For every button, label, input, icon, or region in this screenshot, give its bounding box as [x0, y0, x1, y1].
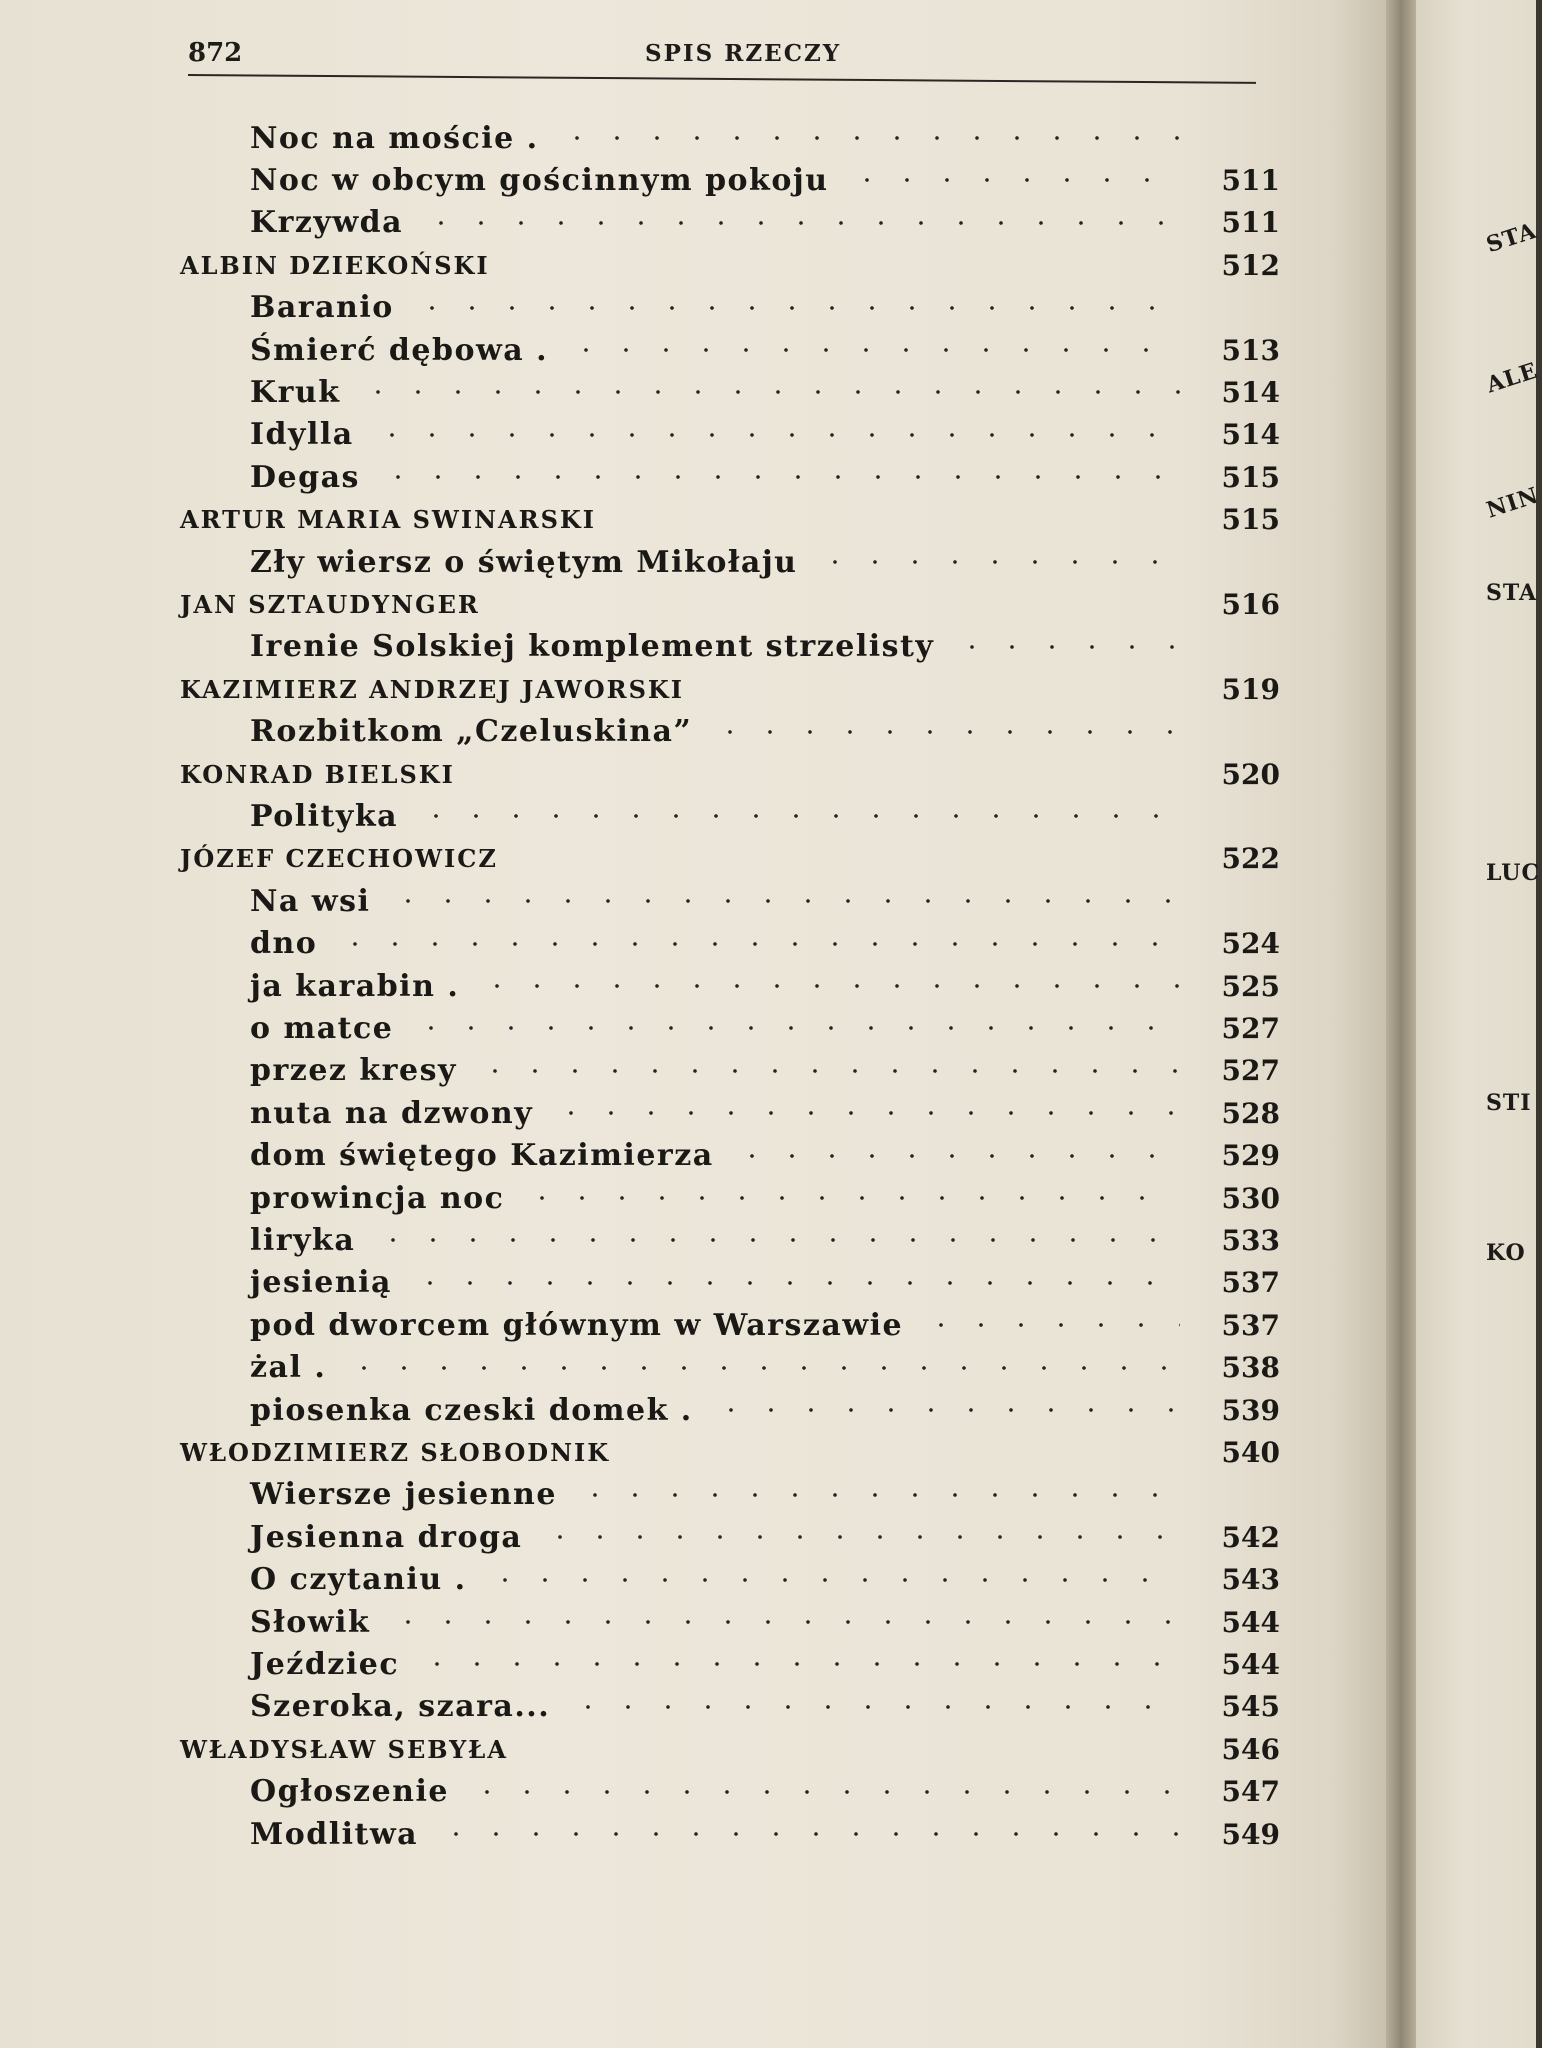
author-name: JAN SZTAUDYNGER [180, 589, 480, 619]
page-header [188, 38, 1260, 78]
poem-title: Słowik [250, 1604, 371, 1640]
toc-poem-entry [180, 627, 1280, 667]
page-ref: 522 [1221, 842, 1280, 876]
toc-author-heading [180, 1729, 1280, 1769]
toc-poem-entry [180, 712, 1280, 752]
toc-author-heading [180, 245, 1280, 285]
page-ref: 514 [1221, 418, 1280, 452]
dot-leader [566, 348, 1180, 352]
poem-title: dom świętego Kazimierza [250, 1138, 714, 1174]
page-ref: 527 [1221, 1011, 1280, 1045]
page-ref: 530 [1221, 1181, 1280, 1215]
page-ref: 549 [1221, 1817, 1280, 1851]
toc-poem-entry [180, 1220, 1280, 1260]
poem-title: żal . [250, 1350, 327, 1386]
poem-title: O czytaniu . [250, 1562, 467, 1598]
toc-poem-entry [180, 1560, 1280, 1600]
dot-leader [477, 984, 1180, 988]
author-name: KAZIMIERZ ANDRZEJ JAWORSKI [180, 674, 685, 704]
toc-poem-entry [180, 966, 1280, 1006]
dot-leader [388, 899, 1180, 903]
page-ref: 537 [1221, 1308, 1280, 1342]
page-ref: 524 [1221, 927, 1280, 961]
facing-page-fragment: LUC [1486, 860, 1540, 886]
poem-title: o matce [250, 1010, 394, 1046]
dot-leader [410, 1281, 1180, 1285]
page-ref: 533 [1221, 1223, 1280, 1257]
poem-title: Irenie Solskiej komplement strzelisty [250, 629, 935, 665]
facing-page-fragment: STA [1486, 580, 1538, 606]
dot-leader [358, 390, 1180, 394]
poem-title: pod dworcem głównym w Warszawie [250, 1307, 904, 1343]
page-ref: 544 [1221, 1605, 1280, 1639]
dot-leader [710, 730, 1180, 734]
dot-leader [378, 475, 1180, 479]
page-ref: 528 [1221, 1096, 1280, 1130]
page-ref: 511 [1221, 163, 1280, 197]
dot-leader [568, 1705, 1180, 1709]
page-ref: 511 [1221, 206, 1280, 240]
page-ref: 539 [1221, 1393, 1280, 1427]
page-ref: 513 [1221, 333, 1280, 367]
page-ref: 519 [1221, 672, 1280, 706]
toc-author-heading [180, 839, 1280, 879]
poem-title: Na wsi [250, 883, 371, 919]
toc-poem-entry [180, 1178, 1280, 1218]
dot-leader [557, 136, 1180, 140]
poem-title: Wiersze jesienne [250, 1477, 557, 1513]
author-name: JÓZEF CZECHOWICZ [180, 844, 498, 874]
dot-leader [551, 1111, 1180, 1115]
page-ref: 525 [1221, 969, 1280, 1003]
page-ref: 547 [1221, 1775, 1280, 1809]
author-name: WŁODZIMIERZ SŁOBODNIK [180, 1437, 611, 1467]
page-ref: 520 [1221, 757, 1280, 791]
poem-title: jesienią [250, 1265, 392, 1301]
poem-title: przez kresy [250, 1053, 457, 1089]
dot-leader [372, 433, 1180, 437]
page-ref: 546 [1221, 1732, 1280, 1766]
toc-poem-entry [180, 1008, 1280, 1048]
poem-title: Śmierć dębowa . [250, 332, 549, 368]
toc-poem-entry [180, 1093, 1280, 1133]
dot-leader [847, 178, 1180, 182]
dot-leader [522, 1196, 1180, 1200]
dot-leader [335, 942, 1180, 946]
toc-poem-entry [180, 1263, 1280, 1303]
dot-leader [344, 1366, 1180, 1370]
page-ref: 540 [1221, 1435, 1280, 1469]
page-ref: 543 [1221, 1563, 1280, 1597]
toc-poem-entry [180, 330, 1280, 370]
author-name: WŁADYSŁAW SEBYŁA [180, 1734, 508, 1764]
toc-author-heading [180, 669, 1280, 709]
dot-leader [711, 1408, 1180, 1412]
poem-title: Ogłoszenie [250, 1774, 449, 1810]
facing-page-fragment: STI [1486, 1090, 1532, 1116]
poem-title: Modlitwa [250, 1816, 419, 1852]
poem-title: Krzywda [250, 205, 404, 241]
page-ref: 516 [1221, 587, 1280, 621]
toc-poem-entry [180, 1051, 1280, 1091]
poem-title: Jeździec [250, 1646, 400, 1682]
facing-page-fragment: ALE [1483, 357, 1542, 399]
poem-title: Jesienna droga [250, 1519, 523, 1555]
toc-poem-entry [180, 1687, 1280, 1727]
toc-poem-entry [180, 372, 1280, 412]
dot-leader [540, 1535, 1180, 1539]
toc-author-heading [180, 584, 1280, 624]
dot-leader [485, 1578, 1180, 1582]
page-ref: 515 [1221, 503, 1280, 537]
dot-leader [575, 1493, 1180, 1497]
poem-title: prowincja noc [250, 1180, 505, 1216]
poem-title: Rozbitkom „Czeluskina” [250, 714, 693, 750]
poem-title: nuta na dzwony [250, 1095, 534, 1131]
author-name: ARTUR MARIA SWINARSKI [180, 505, 597, 535]
page-number: 872 [188, 38, 243, 68]
toc-poem-entry [180, 1136, 1280, 1176]
dot-leader [411, 1026, 1180, 1030]
toc-poem-entry [180, 924, 1280, 964]
poem-title: dno [250, 926, 318, 962]
dot-leader [467, 1790, 1180, 1794]
toc-poem-entry [180, 415, 1280, 455]
toc-poem-entry [180, 881, 1280, 921]
toc-author-heading [180, 500, 1280, 540]
poem-title: Degas [250, 459, 360, 495]
dot-leader [815, 560, 1180, 564]
poem-title: Kruk [250, 374, 341, 410]
page-ref: 537 [1221, 1266, 1280, 1300]
dot-leader [921, 1323, 1180, 1327]
toc-poem-entry [180, 457, 1280, 497]
dot-leader [417, 1662, 1180, 1666]
page-ref: 527 [1221, 1054, 1280, 1088]
toc-poem-entry [180, 1772, 1280, 1812]
poem-title: Szeroka, szara... [250, 1689, 551, 1725]
toc-poem-entry [180, 1305, 1280, 1345]
dot-leader [373, 1238, 1180, 1242]
page-ref: 544 [1221, 1647, 1280, 1681]
dot-leader [388, 1620, 1180, 1624]
dot-leader [436, 1832, 1180, 1836]
poem-title: Noc w obcym gościnnym pokoju [250, 162, 829, 198]
poem-title: liryka [250, 1222, 356, 1258]
facing-page [1416, 0, 1542, 2048]
poem-title: Noc na moście . [250, 120, 539, 156]
toc-poem-entry [180, 203, 1280, 243]
dot-leader [475, 1069, 1180, 1073]
toc-poem-entry [180, 160, 1280, 200]
page-ref: 514 [1221, 375, 1280, 409]
toc-poem-entry [180, 542, 1280, 582]
poem-title: ja karabin . [250, 968, 460, 1004]
poem-title: Polityka [250, 798, 399, 834]
facing-page-fragment: NIN [1483, 482, 1542, 524]
toc-author-heading [180, 1432, 1280, 1472]
dot-leader [952, 645, 1180, 649]
toc-author-heading [180, 754, 1280, 794]
toc-poem-entry [180, 1644, 1280, 1684]
toc-poem-entry [180, 288, 1280, 328]
toc-poem-entry [180, 1390, 1280, 1430]
poem-title: Baranio [250, 290, 394, 326]
facing-page-fragment: STA [1483, 217, 1540, 259]
page-ref: 542 [1221, 1520, 1280, 1554]
toc-poem-entry [180, 1602, 1280, 1642]
running-head: SPIS RZECZY [645, 40, 842, 67]
dot-leader [416, 814, 1180, 818]
toc-poem-entry [180, 796, 1280, 836]
page-ref: 512 [1221, 248, 1280, 282]
poem-title: Idylla [250, 417, 354, 453]
author-name: KONRAD BIELSKI [180, 759, 455, 789]
book-gutter [1386, 0, 1416, 2048]
author-name: ALBIN DZIEKOŃSKI [180, 250, 490, 280]
dot-leader [732, 1154, 1180, 1158]
facing-page-fragment: KO [1486, 1240, 1526, 1266]
toc-poem-entry [180, 1814, 1280, 1854]
dot-leader [421, 221, 1180, 225]
poem-title: Zły wiersz o świętym Mikołaju [250, 544, 798, 580]
page-ref: 515 [1221, 460, 1280, 494]
table-of-contents [180, 118, 1280, 1938]
toc-poem-entry [180, 1348, 1280, 1388]
page-ref: 538 [1221, 1351, 1280, 1385]
poem-title: piosenka czeski domek . [250, 1392, 693, 1428]
page-ref: 545 [1221, 1690, 1280, 1724]
toc-poem-entry [180, 1475, 1280, 1515]
toc-poem-entry [180, 118, 1280, 158]
dot-leader [412, 306, 1180, 310]
toc-poem-entry [180, 1517, 1280, 1557]
page-ref: 529 [1221, 1139, 1280, 1173]
